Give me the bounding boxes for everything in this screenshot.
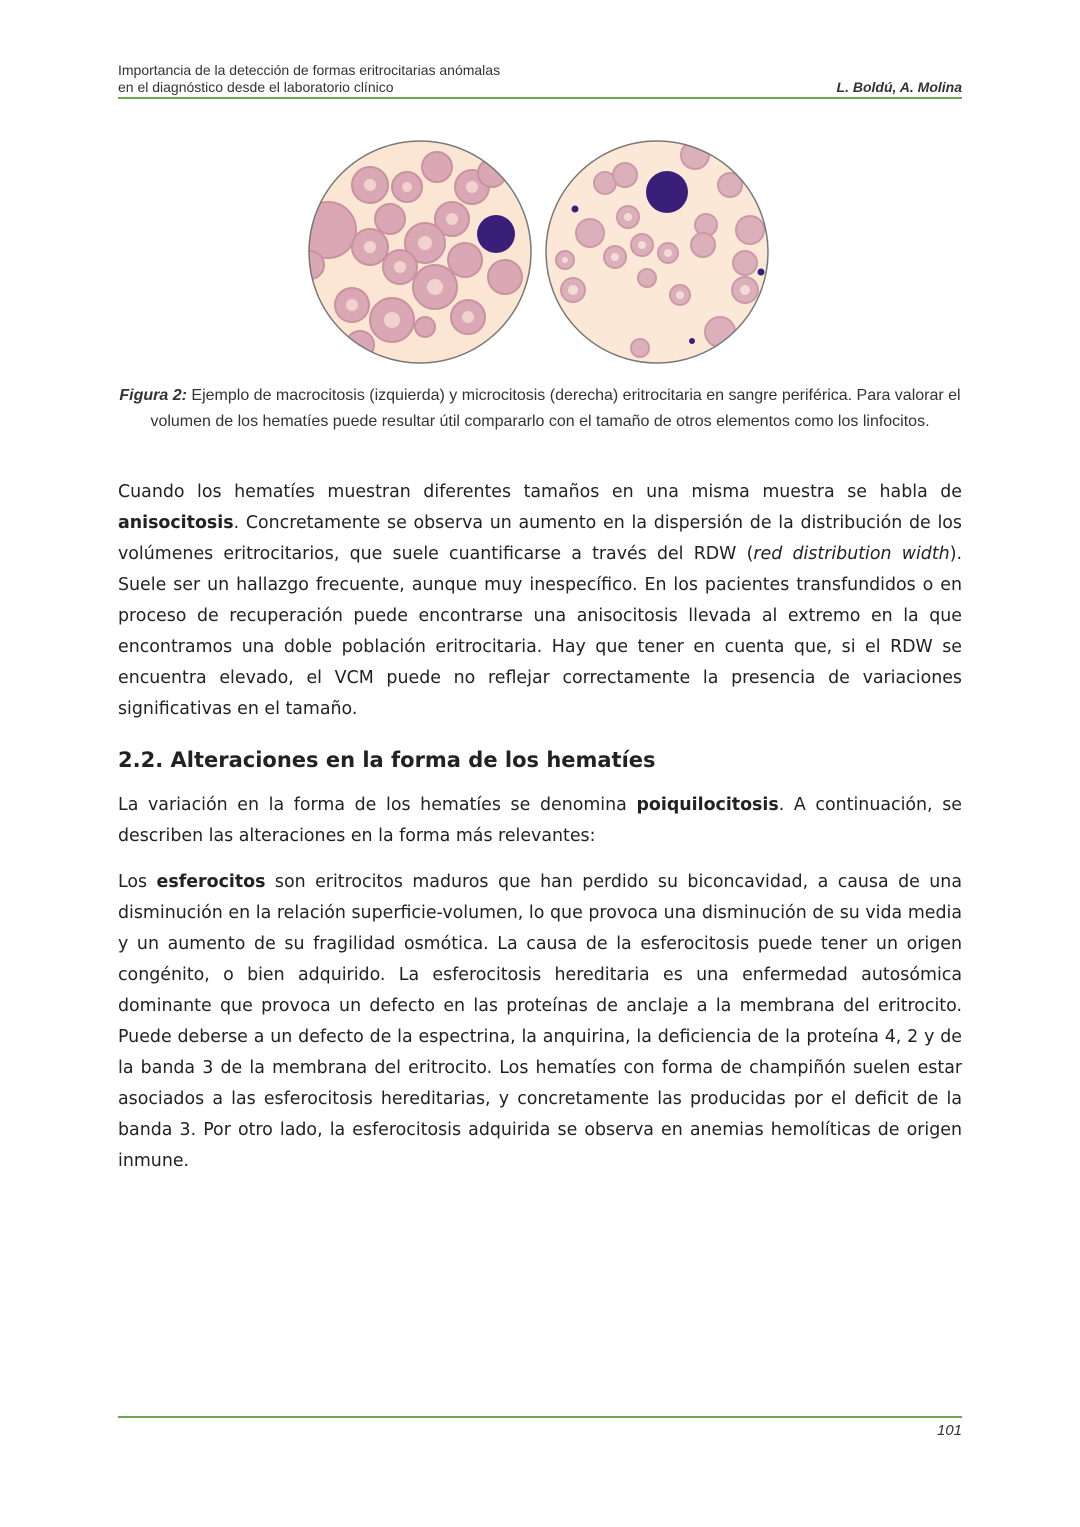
term-poiquilocitosis: poiquilocitosis xyxy=(636,795,779,815)
term-esferocitos: esferocitos xyxy=(156,872,266,892)
header-title-line1: Importancia de la detección de formas eritrocitarias anómalas xyxy=(118,62,501,78)
figure-caption xyxy=(118,383,962,435)
macrocytosis-micrograph xyxy=(300,141,531,363)
term-rdw: red distribution width xyxy=(753,544,950,564)
page-number: 101 xyxy=(936,1422,962,1439)
header-authors: L. Boldú, A. Molina xyxy=(836,79,962,95)
lymphocyte xyxy=(646,171,688,213)
header-title-line2: en el diagnóstico desde el laboratorio clínico xyxy=(118,79,394,95)
text: . Concretamente se observa un aumento en la dispersión de la distribución de los volúmenes eritrocitarios, que suele cuantificarse a través del RDW ( xyxy=(118,513,962,564)
lymphocyte xyxy=(477,215,515,253)
text: Los xyxy=(118,872,157,892)
section-heading: 2.2. Alteraciones en la forma de los hematíes xyxy=(118,748,656,772)
paragraph-esferocitos xyxy=(118,867,962,1177)
text: Cuando los hematíes muestran diferentes tamaños en una misma muestra se habla de xyxy=(118,482,962,502)
figure-micrographs xyxy=(300,135,780,370)
running-header xyxy=(118,62,962,96)
text: son eritrocitos maduros que han perdido su biconcavidad, a causa de una disminución en la relación superficie-volumen, lo que provoca una disminución de su vida media y un aumento de su fragilidad osmótica. La causa de la esferocitosis puede tener un origen congénito, o bien adquirido. La esferocitosis hereditaria es una enfermedad autosómica dominante que provoca un defecto en las proteínas de anclaje a la membrana del eritrocito. Puede deberse a un defecto de la espectrina, la anquirina, la deficiencia de la proteína 4, 2 y de la banda 3 de la membrana del eritrocito. Los hematíes con forma de champiñón suelen estar asociados a las esferocitosis hereditarias, y concretamente las producidas por el deficit de la banda 3. Por otro lado, la esferocitosis adquirida se observa en anemias hemolíticas de origen inmune. xyxy=(118,872,962,1171)
figure-caption-text: Ejemplo de macrocitosis (izquierda) y microcitosis (derecha) eritrocitaria en sangre periférica. Para valorar el volumen de los hematíes puede resultar útil compararlo con el tamaño de otros elementos como los linfocitos. xyxy=(150,387,961,430)
paragraph-poiquilocitosis xyxy=(118,790,962,852)
figure-label: Figura 2: xyxy=(119,387,187,404)
microcytosis-micrograph xyxy=(546,141,768,363)
paragraph-anisocitosis xyxy=(118,477,962,725)
text: ). Suele ser un hallazgo frecuente, aunque muy inespecífico. En los pacientes transfundidos o en proceso de recuperación puede encontrarse una anisocitosis llevada al extremo en la que encontramos una doble población eritrocitaria. Hay que tener en cuenta que, si el RDW se encuentra elevado, el VCM puede no reflejar correctamente la presencia de variaciones significativas en el tamaño. xyxy=(118,544,963,719)
text: . A continuación, se describen las alteraciones en la forma más relevantes: xyxy=(118,795,962,846)
term-anisocitosis: anisocitosis xyxy=(118,513,234,533)
footer-rule xyxy=(118,1416,962,1418)
text: La variación en la forma de los hematíes se denomina xyxy=(118,795,637,815)
header-rule xyxy=(118,97,962,99)
